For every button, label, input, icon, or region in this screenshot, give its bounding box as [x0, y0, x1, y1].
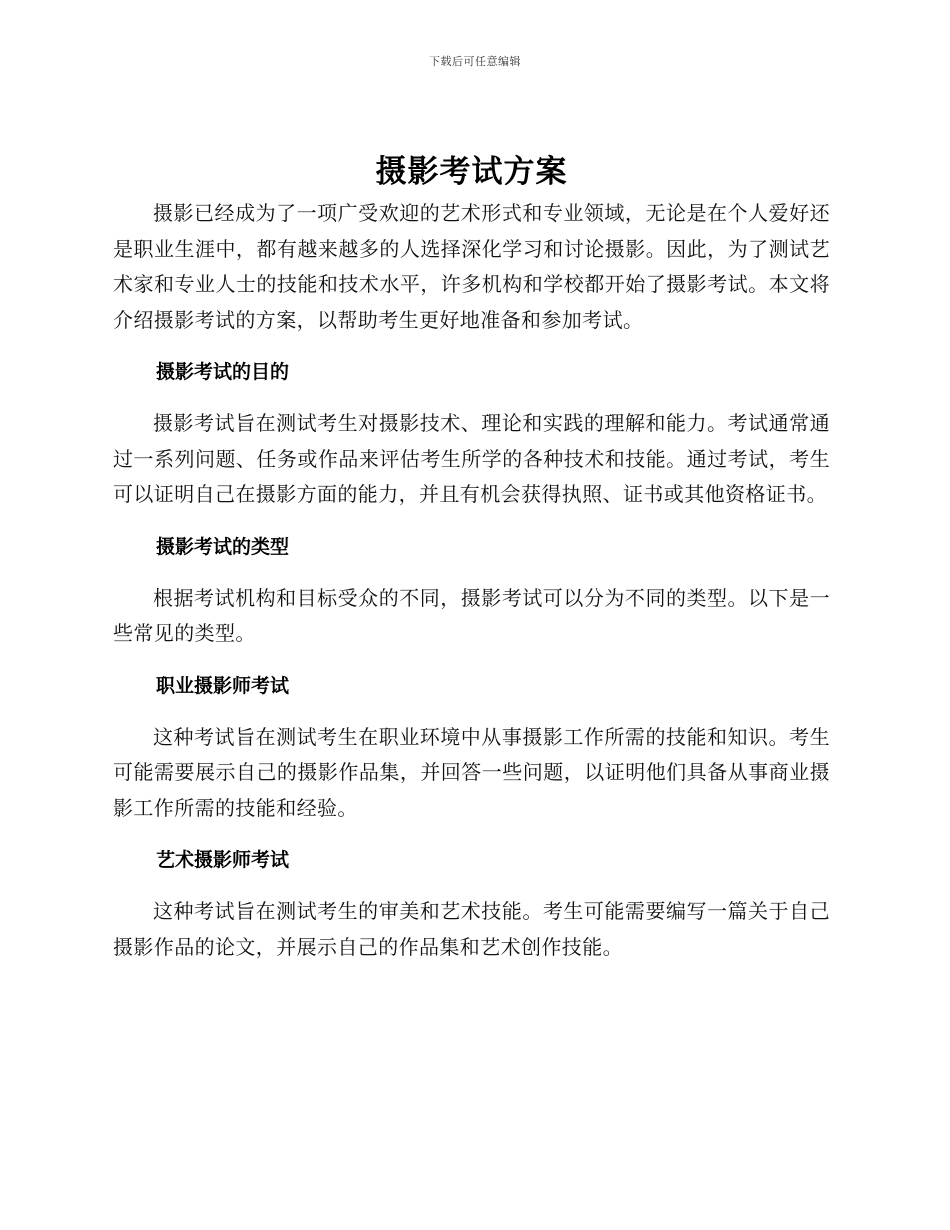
- section-heading-purpose: 摄影考试的目的: [156, 361, 290, 383]
- header-note: 下载后可任意编辑: [429, 55, 521, 68]
- document-body: [113, 150, 830, 965]
- section-body-purpose: 摄影考试旨在测试考生对摄影技术、理论和实践的理解和能力。考试通常通过一系列问题、任务或作品来评估考生所学的各种技术和技能。通过考试，考生可以证明自己在摄影方面的能力，并且有机会获得执照、证书或其他资格证书。: [113, 411, 830, 506]
- section-body-types: 根据考试机构和目标受众的不同，摄影考试可以分为不同的类型。以下是一些常见的类型。: [113, 585, 830, 645]
- document-title: 摄影考试方案: [375, 154, 568, 190]
- section-heading-art: 艺术摄影师考试: [156, 849, 290, 871]
- section-body-art: 这种考试旨在测试考生的审美和艺术技能。考生可能需要编写一篇关于自己摄影作品的论文，并展示自己的作品集和艺术创作技能。: [113, 899, 830, 959]
- section-heading-types: 摄影考试的类型: [156, 535, 290, 558]
- section-body-professional: 这种考试旨在测试考生在职业环境中从事摄影工作所需的技能和知识。考生可能需要展示自己的摄影作品集，并回答一些问题，以证明他们具备从事商业摄影工作所需的技能和经验。: [113, 724, 830, 820]
- intro-paragraph: 摄影已经成为了一项广受欢迎的艺术形式和专业领域，无论是在个人爱好还是职业生涯中，都有越来越多的人选择深化学习和讨论摄影。因此，为了测试艺术家和专业人士的技能和技术水平，许多机构和学校都开始了摄影考试。本文将介绍摄影考试的方案，以帮助考生更好地准备和参加考试。: [113, 201, 830, 332]
- section-heading-professional: 职业摄影师考试: [156, 674, 290, 697]
